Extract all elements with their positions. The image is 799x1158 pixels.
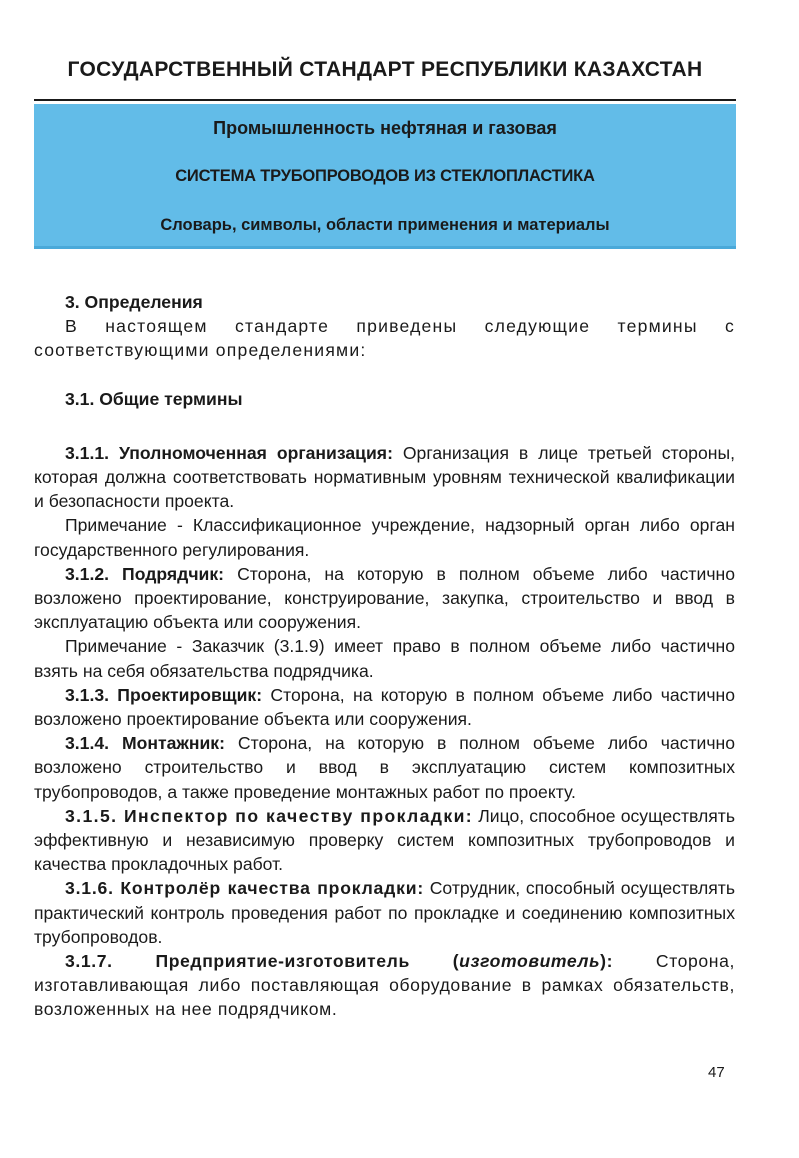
section-heading: 3. Определения: [65, 292, 203, 312]
term-name: 3.1.4. Монтажник:: [65, 733, 225, 754]
term-definition: [34, 683, 735, 731]
subsection-heading: 3.1. Общие термины: [65, 388, 243, 409]
header-divider: [34, 99, 736, 101]
term-definition: [34, 731, 735, 804]
term-text: Сторона, на которую в полном объеме либо частично возложено строительство и ввод в эксплуатацию систем композитных трубопроводов, а также проведение монтажных работ по проекту.: [34, 733, 735, 802]
term-note: Примечание - Заказчик (3.1.9) имеет право в полном объеме либо частично взять на себя обязательства подрядчика.: [34, 636, 735, 681]
banner-subtitle: Словарь, символы, области применения и материалы: [160, 216, 610, 234]
title-banner: [34, 104, 736, 249]
banner-system-title: СИСТЕМА ТРУБОПРОВОДОВ ИЗ СТЕКЛОПЛАСТИКА: [175, 167, 595, 185]
term-text: Сторона, на которую в полном объеме либо частично возложено проектирование, конструирование, закупка, строительство и ввод в эксплуатацию объекта или сооружения.: [34, 563, 735, 633]
standard-title: ГОСУДАРСТВЕННЫЙ СТАНДАРТ РЕСПУБЛИКИ КАЗАХСТАН: [67, 58, 703, 81]
term-name: 3.1.3. Проектировщик:: [65, 684, 263, 705]
term-name: 3.1.5. Инспектор по качеству прокладки:: [65, 805, 474, 826]
term-definition: [34, 876, 735, 949]
term-note: Примечание - Классификационное учреждение, надзорный орган либо орган государственного регулирования.: [34, 515, 735, 560]
section-intro: В настоящем стандарте приведены следующие термины с соответствующими определениями:: [34, 316, 735, 361]
term-name: 3.1.2. Подрядчик:: [65, 563, 225, 584]
term-name: 3.1.7. Предприятие-изготовитель (изготовитель):: [65, 951, 614, 972]
term-text: Сотрудник, способный осуществлять практический контроль проведения работ по прокладке и соединению композитных трубопроводов.: [34, 878, 735, 947]
page-number: 47: [708, 1064, 725, 1081]
term-name: 3.1.6. Контролёр качества прокладки:: [65, 878, 424, 899]
term-text: Лицо, способное осуществлять эффективную и независимую проверку систем композитных трубопроводов и качества прокладочных работ.: [34, 805, 735, 875]
term-definition: [34, 949, 735, 1022]
term-text: Сторона, на которую в полном объеме либо частично возложено проектирование объекта или сооружения.: [34, 684, 736, 730]
term-definition: [34, 441, 735, 514]
term-text: Сторона, изготавливающая либо поставляющая оборудование в рамках обязательств, возложенных на нее подрядчиком.: [34, 951, 735, 1020]
term-name: 3.1.1. Уполномоченная организация:: [65, 442, 393, 463]
term-definition: [34, 804, 735, 877]
term-definition: [34, 562, 735, 635]
banner-industry: Промышленность нефтяная и газовая: [213, 118, 557, 138]
document-body: [34, 290, 735, 1022]
term-text: Организация в лице третьей стороны, которая должна соответствовать нормативным уровням технической квалификации и безопасности проекта.: [34, 442, 735, 512]
